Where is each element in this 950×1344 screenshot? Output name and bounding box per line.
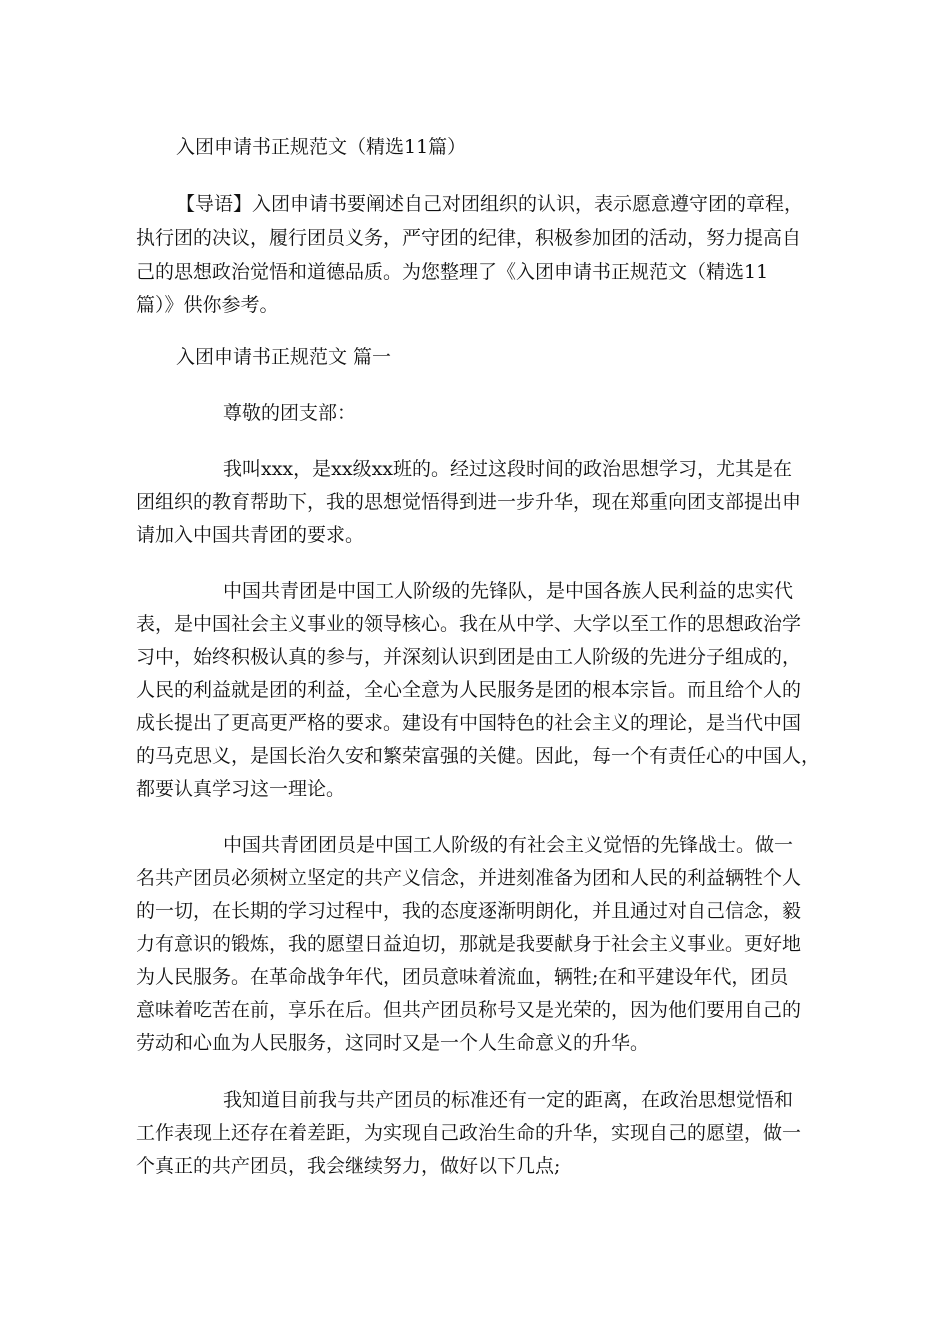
paragraph-line: 的一切，在长期的学习过程中，我的态度逐渐明朗化，并且通过对自己信念，毅 [136,900,802,922]
paragraph-line: 意味着吃苦在前，享乐在后。但共产团员称号又是光荣的，因为他们要用自己的 [136,999,802,1021]
paragraph-line: 中国共青团团员是中国工人阶级的有社会主义觉悟的先锋战士。做一 [223,834,794,856]
paragraph-line: 名共产团员必须树立坚定的共产义信念，并进刻准备为团和人民的利益辆牲个人 [136,867,802,889]
paragraph-line: 人民的利益就是团的利益，全心全意为人民服务是团的根本宗旨。而且给个人的 [136,679,802,701]
paragraph-line: 习中，始终积极认真的参与，并深刻认识到团是由工人阶级的先进分子组成的， [136,646,802,668]
intro-line: 【导语】入团申请书要阐述自己对团组织的认识，表示愿意遵守团的章程， [176,193,804,215]
paragraph-line: 中国共青团是中国工人阶级的先锋队，是中国各族人民利益的忠实代 [223,580,794,602]
paragraph-line: 我叫xxx，是xx级xx班的。经过这段时间的政治思想学习，尤其是在 [223,458,793,480]
intro-line: 执行团的决议，履行团员义务，严守团的纪律，积极参加团的活动，努力提高自 [136,227,802,249]
paragraph-line: 劳动和心血为人民服务，这同时又是一个人生命意义的升华。 [136,1032,650,1054]
paragraph-line: 表，是中国社会主义事业的领导核心。我在从中学、大学以至工作的思想政治学 [136,613,802,635]
paragraph-line: 成长提出了更高更严格的要求。建设有中国特色的社会主义的理论，是当代中国 [136,712,802,734]
paragraph-line: 团组织的教育帮助下，我的思想觉悟得到进一步升华，现在郑重向团支部提出申 [136,491,802,513]
paragraph-line: 工作表现上还存在着差距，为实现自己政治生命的升华，实现自己的愿望，做一 [136,1122,802,1144]
paragraph-line: 都要认真学习这一理论。 [136,778,346,800]
paragraph-line: 我知道目前我与共产团员的标准还有一定的距离，在政治思想觉悟和 [223,1089,794,1111]
paragraph-line: 个真正的共产团员，我会继续努力，做好以下几点; [136,1155,561,1177]
paragraph-line: 请加入中国共青团的要求。 [136,524,365,546]
document-title: 入团申请书正规范文（精选11篇） [176,136,467,158]
paragraph-line: 的马克思义，是国长治久安和繁荣富强的关健。因此，每一个有责任心的中国人， [136,745,821,767]
intro-line: 己的思想政治觉悟和道德品质。为您整理了《入团申请书正规范文（精选11 [136,261,769,283]
paragraph-line: 力有意识的锻炼，我的愿望日益迫切，那就是我要献身于社会主义事业。更好地 [136,933,802,955]
paragraph-line: 为人民服务。在革命战争年代，团员意味着流血，辆牲;在和平建设年代，团员 [136,966,789,988]
section-heading: 入团申请书正规范文 篇一 [176,346,392,368]
intro-line: 篇）》供你参考。 [136,294,279,316]
salutation: 尊敬的团支部： [223,402,357,424]
